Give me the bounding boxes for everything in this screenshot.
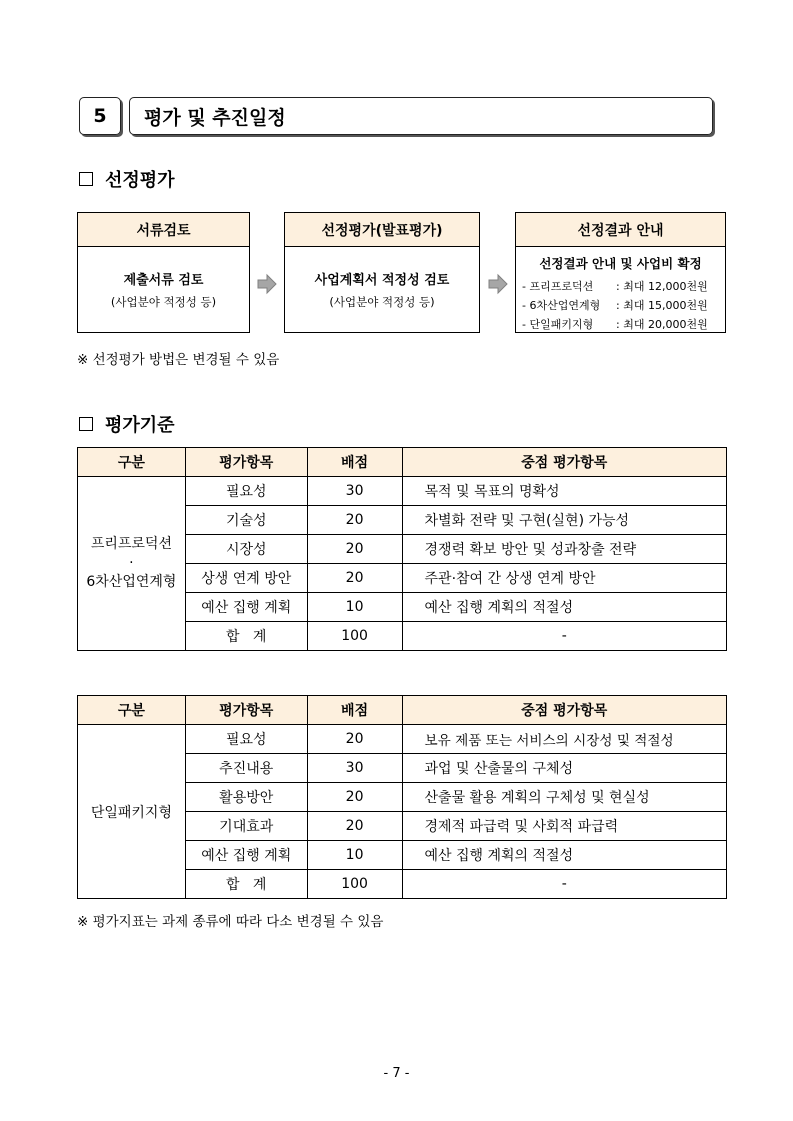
selection-note: ※ 선정평가 방법은 변경될 수 있음 [77, 352, 280, 368]
score-cell: 20 [307, 725, 402, 754]
score-cell: 20 [307, 812, 402, 841]
section-number: 5 [79, 97, 121, 135]
checkbox-square-icon [79, 417, 93, 431]
focus-cell: 목적 및 목표의 명확성 [402, 477, 726, 506]
focus-cell: 경쟁력 확보 방안 및 성과창출 전략 [402, 535, 726, 564]
flow-step-sub: (사업분야 적정성 등) [329, 295, 435, 309]
item-cell: 필요성 [185, 725, 307, 754]
table-row [78, 725, 727, 754]
item-cell: 기대효과 [185, 812, 307, 841]
flow-step-main: 제출서류 검토 [123, 273, 204, 288]
group-label-separator: · [129, 555, 134, 571]
focus-cell: 차별화 전략 및 구현(실현) 가능성 [402, 506, 726, 535]
item-cell: 시장성 [185, 535, 307, 564]
item-cell: 추진내용 [185, 754, 307, 783]
group-label-line1: 프리프로덕션 [90, 536, 172, 552]
score-cell: 100 [307, 622, 402, 651]
flow-step-document-review [77, 212, 250, 333]
budget-amount: : 최대 12,000천원 [616, 280, 708, 293]
flow-step-header: 선정결과 안내 [516, 213, 725, 247]
score-cell: 30 [307, 477, 402, 506]
focus-cell: 산출물 활용 계획의 구체성 및 현실성 [402, 783, 726, 812]
flow-step-result-notice [515, 212, 726, 333]
budget-type: - 단일패키지형 [522, 318, 594, 331]
score-cell: 20 [307, 564, 402, 593]
column-header: 구분 [78, 696, 186, 725]
flow-step-main: 사업계획서 적정성 검토 [314, 273, 450, 288]
right-arrow-icon [487, 273, 509, 295]
flow-step-presentation-evaluation [284, 212, 480, 333]
criteria-heading [79, 411, 175, 437]
score-cell: 20 [307, 535, 402, 564]
budget-amount: : 최대 15,000천원 [616, 299, 708, 312]
checkbox-square-icon [79, 172, 93, 186]
score-cell: 10 [307, 593, 402, 622]
flow-step-header: 선정평가(발표평가) [285, 213, 479, 247]
criteria-table-single-package [77, 695, 727, 899]
column-header: 중점 평가항목 [402, 696, 726, 725]
focus-cell: 예산 집행 계획의 적절성 [402, 841, 726, 870]
score-cell: 100 [307, 870, 402, 899]
group-cell: 단일패키지형 [78, 725, 186, 899]
selection-heading-text: 선정평가 [105, 170, 175, 191]
item-cell: 예산 집행 계획 [185, 593, 307, 622]
budget-line [522, 296, 725, 315]
budget-type: - 6차산업연계형 [522, 299, 601, 312]
column-header: 평가항목 [185, 696, 307, 725]
flow-step-main: 선정결과 안내 및 사업비 확정 [539, 256, 702, 271]
column-header: 평가항목 [185, 448, 307, 477]
table-row [78, 477, 727, 506]
score-cell: 30 [307, 754, 402, 783]
focus-cell: 과업 및 산출물의 구체성 [402, 754, 726, 783]
budget-amount: : 최대 20,000천원 [616, 318, 708, 331]
focus-cell: 경제적 파급력 및 사회적 파급력 [402, 812, 726, 841]
focus-cell: 보유 제품 또는 서비스의 시장성 및 적절성 [402, 725, 726, 754]
item-cell: 활용방안 [185, 783, 307, 812]
column-header: 배점 [307, 448, 402, 477]
item-cell: 합 계 [185, 622, 307, 651]
score-cell: 20 [307, 506, 402, 535]
flow-step-header: 서류검토 [78, 213, 249, 247]
right-arrow-icon [256, 273, 278, 295]
score-cell: 10 [307, 841, 402, 870]
criteria-table-preproduction [77, 447, 727, 651]
focus-cell: - [402, 622, 726, 651]
page-number: - 7 - [383, 1066, 410, 1081]
item-cell: 필요성 [185, 477, 307, 506]
flow-step-sub: (사업분야 적정성 등) [110, 295, 217, 309]
focus-cell: 예산 집행 계획의 적절성 [402, 593, 726, 622]
group-label-line2: 6차산업연계형 [86, 574, 177, 590]
score-cell: 20 [307, 783, 402, 812]
budget-type: - 프리프로덕션 [522, 280, 594, 293]
section-title: 평가 및 추진일정 [129, 97, 713, 135]
column-header: 중점 평가항목 [402, 448, 726, 477]
item-cell: 상생 연계 방안 [185, 564, 307, 593]
criteria-heading-text: 평가기준 [105, 415, 175, 436]
focus-cell: - [402, 870, 726, 899]
criteria-note: ※ 평가지표는 과제 종류에 따라 다소 변경될 수 있음 [77, 914, 384, 930]
column-header: 구분 [78, 448, 186, 477]
budget-line [522, 277, 725, 296]
item-cell: 기술성 [185, 506, 307, 535]
column-header: 배점 [307, 696, 402, 725]
item-cell: 예산 집행 계획 [185, 841, 307, 870]
selection-heading [79, 166, 175, 192]
group-cell [78, 477, 186, 651]
focus-cell: 주관·참여 간 상생 연계 방안 [402, 564, 726, 593]
item-cell: 합 계 [185, 870, 307, 899]
budget-line [522, 315, 725, 334]
